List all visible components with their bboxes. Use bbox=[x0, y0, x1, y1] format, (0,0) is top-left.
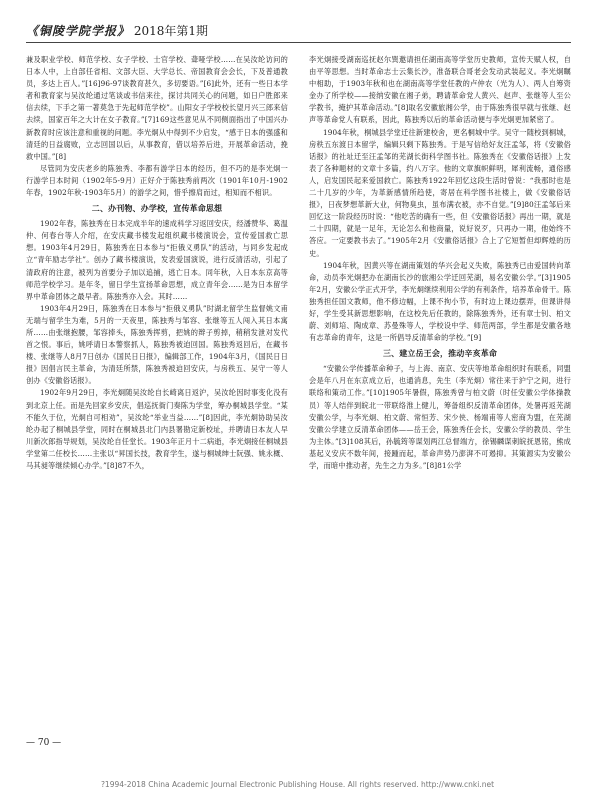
issue-label: 2018年第1期 bbox=[133, 24, 209, 38]
paragraph: “安徽公学传播革命种子，与上海、南京、安庆等地革命组织时有联系，同盟会是年八月在东京成立后，也通消息，先生（李光炯）常往来于沪宁之间，进行联络和策动工作。”[10]1905年暑假，陈独秀曾与柏文蔚（时任安徽公学体操教员）等人结伴到皖北一带联络淮上健儿，筹备组织反清革命团体，处暑再返芜湖安徽公学，与李光炯、柏文蔚、常恒芳、宋少侠、杨端甫等人密商为盟，在芜湖安徽公学建立反清革命团体——岳王会，陈独秀任会长，安徽公学的教员、学生为主体。”[3]108其后，孙毓筠等谋划两江总督端方，徐锡麟谋刺皖抚恩铭，熊成基起义安庆不数年间，接踵而起，革命声势乃澎湃不可遏抑。其策源实为安徽公学，而暗中推动者，先生之力为多。”[8]81公学 bbox=[309, 364, 571, 470]
paragraph: 1903年4月29日，陈独秀在日本参与“拒俄义勇队”时湖北留学生监督姚文甫无端与留学生为难，5月的一天夜里，陈独秀与邹容、张继等五人闯入其日本寓所……由张继抱腰，邹容捧头，陈独秀挥剪，把姚的辫子剪掉，稍稍发泄对发代首之恨。事后，姚呼请日本警察抓人，陈独秀被迫回国。陈独秀返回后，在藏书楼、张继等人8月7日创办《国民日日报》，编辑部工作，1904年3月，《国民日日报》因倡言民主革命，为清廷所禁，陈独秀被迫回安庆，与房秩五、吴守一等人创办《安徽俗话报》。 bbox=[26, 303, 288, 386]
paragraph: 1904年秋，因黄兴等在湖南策划的华兴会起义失败，陈独秀已由爱国转向革命，动员李光炯把办在湖南长沙的旅湘公学迁回芜湖，易名安徽公学。”[3]1905年2月，安徽公学正式开学，李光炯继续利用公学的有利条件，培养革命骨干。陈独秀担任国文教师，他不修边幅，上课不拘小节，有时边上课边摆弄，但课讲得好，学生受其新思想影响，在这校先后任教的，除陈独秀外，还有章士钊、柏文蔚、刘师培、陶成章、苏曼殊等人，学校设中学、师范两部，学生都是安徽各地有志革命的青年，这是一所倡导反清革命的学校。”[9] bbox=[309, 260, 571, 343]
section-heading: 三、建立岳王会，推动辛亥革命 bbox=[382, 349, 498, 359]
paragraph: 1902年春，陈独秀在日本完成半年的速成科学习返回安庆，经潘赞华、葛温仲、何春台等人介绍，在安庆藏书楼发起组织藏书楼演说会，宣传爱国救亡思想。1903年4月29日，陈独秀在日本参与“拒俄义勇队”的活动，与同乡发起成立“青年励志学社”。创办了藏书楼演说，发表爱国演说，进行反清活动，引起了清政府的注意，被列为首要分子加以追捕，逃亡日本。同年秋，入日本东京高等师范学校学习。是年冬，留日学生宣扬革命思想，成立青年会……是为日本留学界中革命团体之最早者。陈独秀亦入会。其时…… bbox=[26, 219, 288, 301]
page-number: — 70 — bbox=[26, 738, 62, 748]
paragraph: 兼及职业学校、师范学校、女子学校、士官学校、聋哑学校……在吴汝纶访问的日本人中，上自部任省相、文部大臣、大学总长、帝国教育会会长，下及普通教员，多达上百人。”[16]96-97谈教育甚久，多切要语。”[6]此外，还有一些日本学者和教育家与吴汝纶通过笔谈或书信来往，探讨共同关心的问题，如日户胜郎来信去续，下手之第一著莫急于先起师范学校”。山阳女子学校校长望月兴三郎来信去续，国家百年之大计在女子教育。”[7]169这些意见从不同侧面指出了中国兴办新教育时应该注意和重视的问题。李光炯从中得到不少启发，“感于日本的强盛和清廷的日益腐败，立志回国以后，从事教育，借以培养后进，开展革命活动，挽救中国。”[8] bbox=[26, 55, 288, 161]
left-column bbox=[26, 54, 288, 716]
paragraph: 尽管同为安庆老乡的陈独秀、李都有游学日本的经历，但不巧的是李光炯一行游学日本时间（1902年5-9月）正好介于陈独秀前两次（1901年10月-1902年春，1902年秋-1903年5月）的游学之间，惜乎擦肩而过，相知而不相识。 bbox=[26, 163, 288, 198]
paragraph: 1904年秋，桐城县学堂迁往新建校舍，更名桐城中学。吴守一随校到桐城，房秩五东渡日本留学，编辑只剩下陈独秀。于是写信给好友汪孟邹，将《安徽俗话报》的社址迁至汪孟邹的芜湖长街科学图书社。陈独秀在《安徽俗话报》上发表了各种题材的文章十多篇，约八万字。他的文章旗帜鲜明，犀利流畅，通俗感人，启发国民起来爱国救亡。陈独秀1922年回忆这段生活时曾说：“我那时也是二十几岁的少年，为革新感情所趋使，寄居在科学图书社楼上，做《安徽俗话报》，日夜梦想革新大业，何物臭虫，虽布满衣被，亦不自觉。”[9]80汪孟邹后来回忆这一阶段经历时说：“他吃苦的确有一些，但《安徽俗话报》再出一期，就是二十四期，就是一足年，无论怎么和他商量，说好说歹，只再办一期，他始终不答应。一定要教书去了。”1905年2月《安徽俗话报》合上了它短暂但却辉煌的历史。 bbox=[309, 127, 571, 258]
paragraph: 李光炯接受湖南巡抚赵尔巽邀请担任湖南高等学堂历史教师，宣传天赋人权，自由平等思想。当时革命志士云集长沙，准备联合哥老会发动武装起义。李光炯瞩中相助，于1903年秋和也在湖南高等学堂任教的卢仲农（光为人）、两人自筹资金办了所学校——接纳安徽在湘子弟，聘请革命党人黄兴、赵声、张继等人至公学教书，掩护其革命活动。”[8]取名安徽旅湘公学，由于陈独秀很早就与张继、赵声等革命党人有联系，因此，陈独秀以后的革命活动便与李光炯更加紧密了。 bbox=[309, 55, 571, 125]
section-heading: 二、办刊物、办学校，宣传革命思想 bbox=[91, 204, 223, 214]
journal-title: 《铜陵学院学报》 bbox=[26, 24, 131, 38]
paragraph: 1902年9月29日，李光炯随吴汝纶自长崎离日返沪，吴汝纶因时事变化没有到北京上任。而是先回家乡安庆，倡巡抚衙门奏陈为学堂，筹办桐城县学堂。“某不能久于位，光炯自可相劝”，吴汝纶“举业当益……”[8]因此，李光炯协助吴汝纶办起了桐城县学堂，同时在桐城县北门内县署勘定新校址，并聘请日本友人早川新次郎指导规划，吴汝纶自任堂长。1903年正月十二病逝，李光炯接任桐城县学堂第二任校长……主张以“昇国长技，教育学生，遂与桐城绅士阮强、姚永概、马其昶等继续倾心办学。”[8]87不久， bbox=[26, 388, 288, 470]
copyright-footer: ?1994-2018 China Academic Journal Electronic Publishing House. All rights reserved. http://www.cnki.net bbox=[100, 780, 495, 789]
journal-header bbox=[26, 20, 571, 43]
right-column bbox=[309, 54, 571, 716]
